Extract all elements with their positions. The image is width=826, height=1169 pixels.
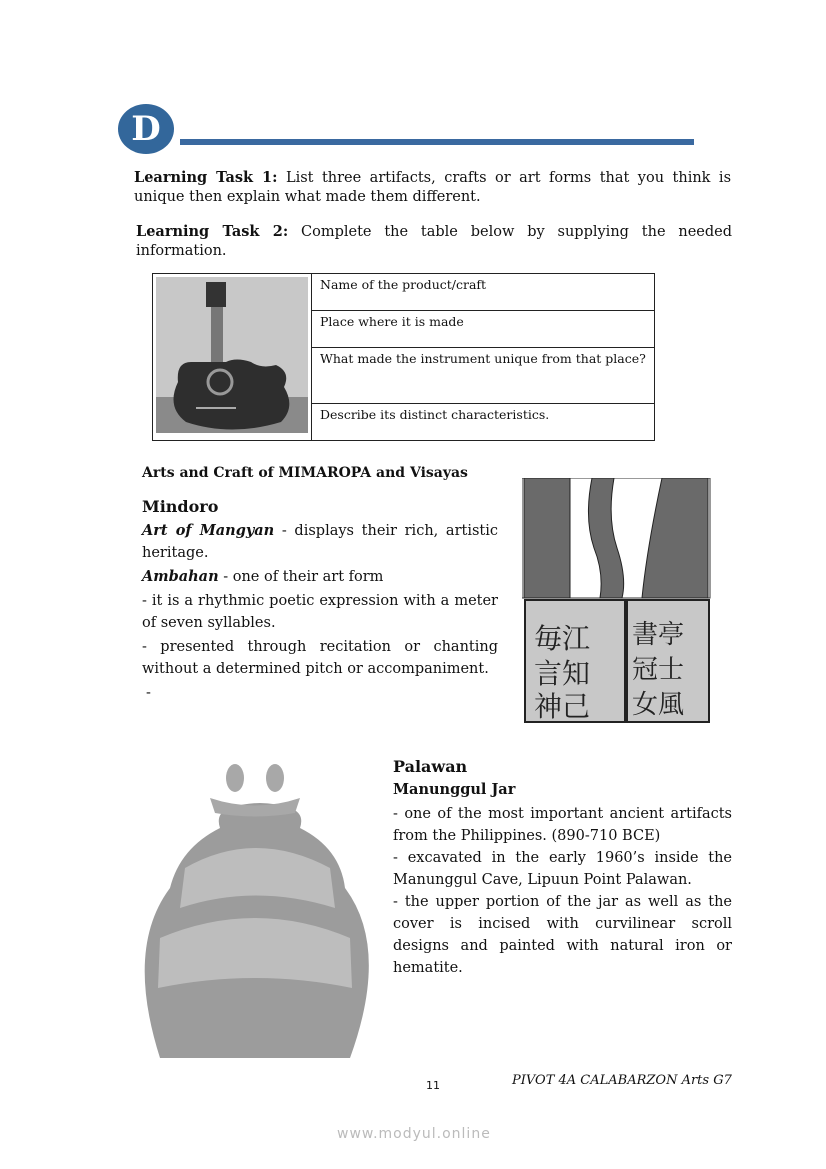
palawan-bullet: - excavated in the early 1960’s inside the Manunggul Cave, Lipuun Point Palawan.: [393, 850, 732, 888]
arts-heading: Arts and Craft of MIMAROPA and Visayas: [142, 465, 468, 481]
craft-table: [152, 273, 655, 441]
mangyan-bamboo-script-image: [522, 478, 712, 724]
svg-text:毎江: 毎江: [534, 622, 591, 655]
mindoro-bullet: - it is a rhythmic poetic expression with a meter of seven syllables.: [142, 593, 498, 631]
task2-text: Complete the table below by supplying the needed information.: [136, 224, 732, 259]
watermark: www.modyul.online: [337, 1126, 491, 1142]
page-number: 11: [426, 1079, 440, 1092]
art-desc: - displays their rich, artistic heritage.: [142, 523, 498, 561]
palawan-bullet: - the upper portion of the jar as well as the cover is incised with curvilinear scroll designs and painted with natural iron or hematite.: [393, 894, 732, 976]
svg-text:書亭: 書亭: [632, 620, 685, 650]
jar-heading: Manunggul Jar: [393, 781, 516, 798]
table-row-unique[interactable]: What made the instrument unique from that place?: [312, 348, 655, 404]
ambahan-term: Ambahan: [142, 568, 219, 585]
mindoro-bullet: -: [146, 685, 151, 701]
palawan-bullet: - one of the most important ancient artifacts from the Philippines. (890-710 BCE): [393, 806, 732, 844]
svg-text:冠士: 冠士: [632, 655, 685, 685]
ambahan-desc: - one of their art form: [218, 569, 384, 585]
table-row-place[interactable]: Place where it is made: [312, 311, 655, 348]
palawan-heading: Palawan: [393, 757, 468, 776]
manunggul-jar-image: [140, 758, 370, 1058]
section-badge: D: [118, 104, 174, 154]
svg-text:女風: 女風: [632, 690, 685, 720]
task1-text: List three artifacts, crafts or art forms that you think is unique then explain what made them different.: [134, 170, 732, 205]
guitar-image: [156, 277, 308, 433]
palawan-text: [393, 803, 732, 979]
svg-text:神己: 神己: [534, 690, 591, 723]
guitar-image-cell: [153, 274, 312, 441]
learning-task-1: [134, 168, 731, 207]
mindoro-text: [142, 520, 498, 704]
mindoro-bullet: - presented through recitation or chanting without a determined pitch or accompaniment.: [142, 639, 498, 677]
mindoro-heading: Mindoro: [142, 497, 219, 516]
task2-label: Learning Task 2:: [136, 223, 289, 240]
section-divider: [180, 139, 694, 145]
task1-label: Learning Task 1:: [134, 169, 278, 186]
art-term: Art of Mangyan: [142, 522, 275, 539]
table-row-characteristics[interactable]: Describe its distinct characteristics.: [312, 404, 655, 441]
footer-title: PIVOT 4A CALABARZON Arts G7: [512, 1073, 732, 1088]
table-row-name[interactable]: Name of the product/craft: [312, 274, 655, 311]
learning-task-2: [136, 222, 732, 261]
svg-text:言知: 言知: [534, 657, 591, 690]
